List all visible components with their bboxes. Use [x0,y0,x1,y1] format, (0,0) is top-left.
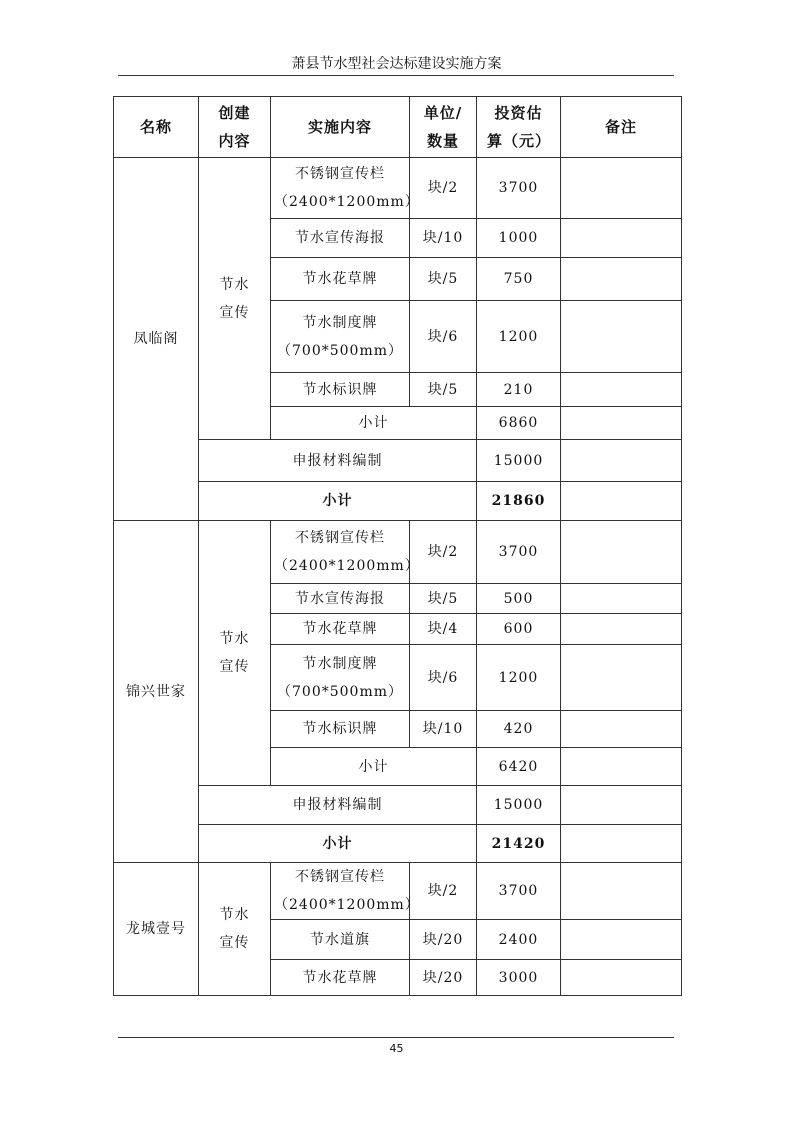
declare-label: 申报材料编制 [199,786,477,825]
group-category: 节水宣传 [199,521,271,786]
item-content: 不锈钢宣传栏 （2400*1200mm） [271,863,410,920]
header-rule [118,75,674,76]
declare-cost: 15000 [477,440,561,482]
item-cost: 1000 [477,219,561,258]
item-unit: 块/2 [410,863,477,920]
item-cost: 1200 [477,645,561,711]
item-unit: 块/2 [410,521,477,584]
item-cost: 750 [477,258,561,301]
item-unit: 块/2 [410,158,477,219]
item-cost: 210 [477,373,561,407]
item-note [561,219,682,258]
item-unit: 块/20 [410,960,477,996]
table-header-row [114,97,682,158]
item-content: 节水制度牌 （700*500mm） [271,645,410,711]
header-unit: 单位/数量 [410,97,477,158]
item-note [561,920,682,960]
subtotal-label: 小计 [271,748,477,786]
subtotal-label: 小计 [271,407,477,440]
item-cost: 500 [477,584,561,614]
item-note [561,711,682,748]
total-row [114,825,682,863]
item-cost: 420 [477,711,561,748]
item-note [561,584,682,614]
header-note: 备注 [561,97,682,158]
item-note [561,373,682,407]
item-cost: 600 [477,614,561,645]
table-row [114,158,682,219]
item-unit: 块/20 [410,920,477,960]
investment-table [113,96,682,996]
item-unit: 块/5 [410,373,477,407]
item-unit: 块/10 [410,219,477,258]
item-content: 节水花草牌 [271,960,410,996]
item-unit: 块/5 [410,584,477,614]
item-note [561,301,682,373]
item-note [561,960,682,996]
total-value: 21420 [477,825,561,863]
item-content: 节水制度牌 （700*500mm） [271,301,410,373]
group-name: 锦兴世家 [114,521,199,863]
group-category: 节水宣传 [199,158,271,440]
page-header-title: 萧县节水型社会达标建设实施方案 [291,56,502,72]
item-content: 节水道旗 [271,920,410,960]
declare-row [114,440,682,482]
header-cost: 投资估算（元） [477,97,561,158]
declare-note [561,786,682,825]
item-note [561,158,682,219]
item-content: 节水标识牌 [271,373,410,407]
item-cost: 3700 [477,521,561,584]
total-note [561,825,682,863]
item-content: 不锈钢宣传栏 （2400*1200mm） [271,158,410,219]
item-cost: 3700 [477,158,561,219]
item-note [561,863,682,920]
item-content: 节水宣传海报 [271,219,410,258]
total-value: 21860 [477,482,561,521]
total-row [114,482,682,521]
item-cost: 3000 [477,960,561,996]
total-label: 小计 [199,825,477,863]
group-category: 节水宣传 [199,863,271,996]
subtotal-note [561,407,682,440]
table-row [114,521,682,584]
declare-row [114,786,682,825]
item-content: 节水宣传海报 [271,584,410,614]
item-cost: 1200 [477,301,561,373]
item-content: 节水花草牌 [271,258,410,301]
item-note [561,521,682,584]
item-note [561,614,682,645]
total-label: 小计 [199,482,477,521]
total-note [561,482,682,521]
declare-label: 申报材料编制 [199,440,477,482]
item-unit: 块/5 [410,258,477,301]
page-number: 45 [389,1042,404,1055]
header-type: 创建内容 [199,97,271,158]
item-cost: 2400 [477,920,561,960]
subtotal-value: 6420 [477,748,561,786]
item-note [561,258,682,301]
item-unit: 块/4 [410,614,477,645]
item-content: 节水花草牌 [271,614,410,645]
header-name: 名称 [114,97,199,158]
item-unit: 块/10 [410,711,477,748]
group-name: 凤临阁 [114,158,199,521]
group-name: 龙城壹号 [114,863,199,996]
item-cost: 3700 [477,863,561,920]
subtotal-note [561,748,682,786]
header-content: 实施内容 [271,97,410,158]
item-unit: 块/6 [410,301,477,373]
item-unit: 块/6 [410,645,477,711]
item-content: 节水标识牌 [271,711,410,748]
declare-cost: 15000 [477,786,561,825]
table-row [114,863,682,920]
declare-note [561,440,682,482]
item-content: 不锈钢宣传栏 （2400*1200mm） [271,521,410,584]
item-note [561,645,682,711]
footer-rule [118,1037,674,1038]
subtotal-value: 6860 [477,407,561,440]
